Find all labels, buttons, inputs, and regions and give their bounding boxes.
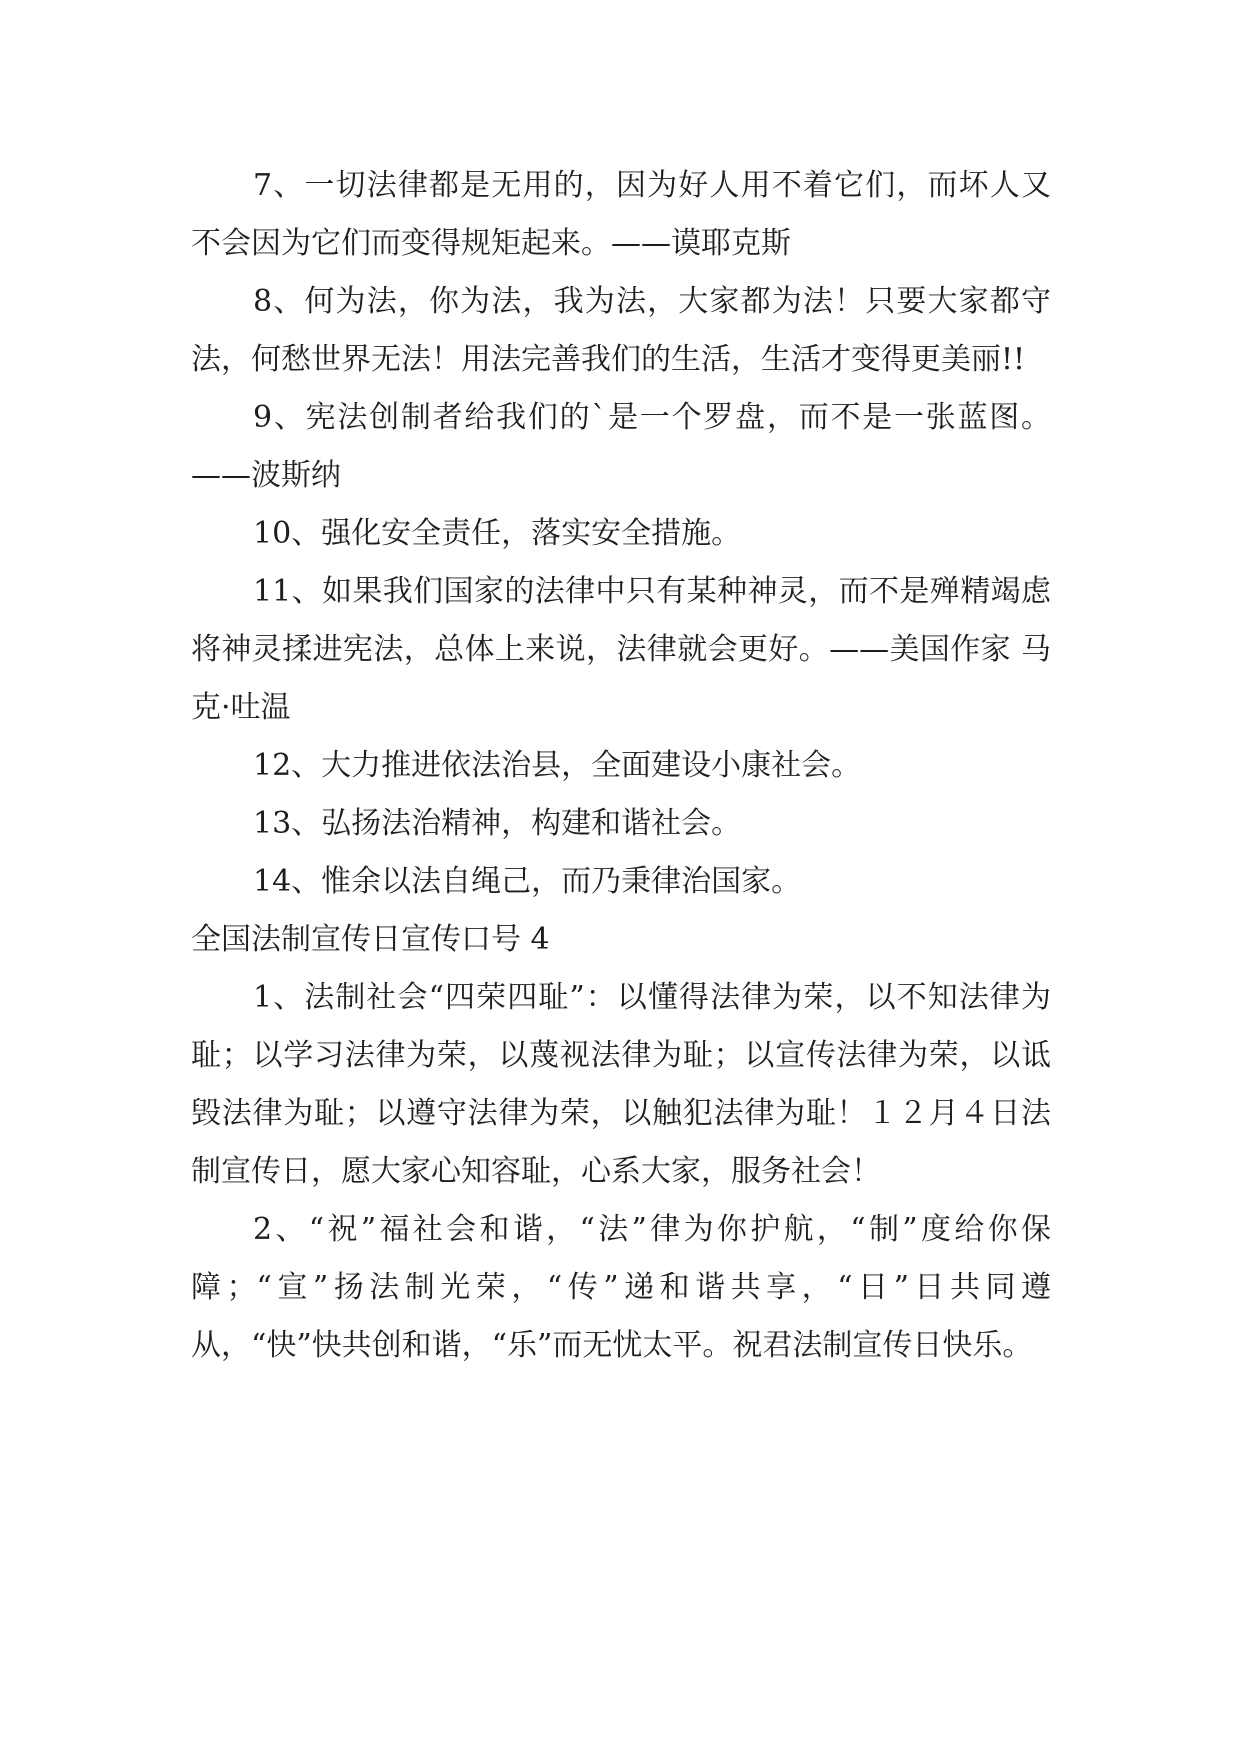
- paragraph-9: 9、宪法创制者给我们的`是一个罗盘，而不是一张蓝图。——波斯纳: [191, 400, 1051, 493]
- section-heading: 全国法制宣传日宣传口号 4: [191, 922, 550, 957]
- document-page: [191, 157, 1051, 1375]
- paragraph-7: 7、一切法律都是无用的，因为好人用不着它们，而坏人又不会因为它们而变得规矩起来。——谟耶克斯: [191, 168, 1051, 261]
- paragraph-12: 12、大力推进依法治县，全面建设小康社会。: [253, 748, 862, 783]
- paragraph-2: 2、“祝”福社会和谐，“法”律为你护航，“制”度给你保障；“宣”扬法制光荣，“传”递和谐共享，“日”日共同遵从，“快”快共创和谐，“乐”而无忧太平。祝君法制宣传日快乐。: [191, 1212, 1051, 1363]
- paragraph-10: 10、强化安全责任，落实安全措施。: [253, 516, 742, 551]
- paragraph-14: 14、惟余以法自绳己，而乃秉律治国家。: [253, 864, 802, 899]
- paragraph-11: 11、如果我们国家的法律中只有某种神灵，而不是殚精竭虑将神灵揉进宪法，总体上来说，法律就会更好。——美国作家 马克·吐温: [191, 574, 1051, 725]
- paragraph-13: 13、弘扬法治精神，构建和谐社会。: [253, 806, 742, 841]
- paragraph-8: 8、何为法，你为法，我为法，大家都为法！只要大家都守法，何愁世界无法！用法完善我们的生活，生活才变得更美丽!!: [191, 284, 1051, 377]
- paragraph-1: 1、法制社会“四荣四耻”：以懂得法律为荣，以不知法律为耻；以学习法律为荣，以蔑视法律为耻；以宣传法律为荣，以诋毁法律为耻；以遵守法律为荣，以触犯法律为耻！１２月４日法制宣传日，愿大家心知容耻，心系大家，服务社会！: [191, 980, 1051, 1189]
